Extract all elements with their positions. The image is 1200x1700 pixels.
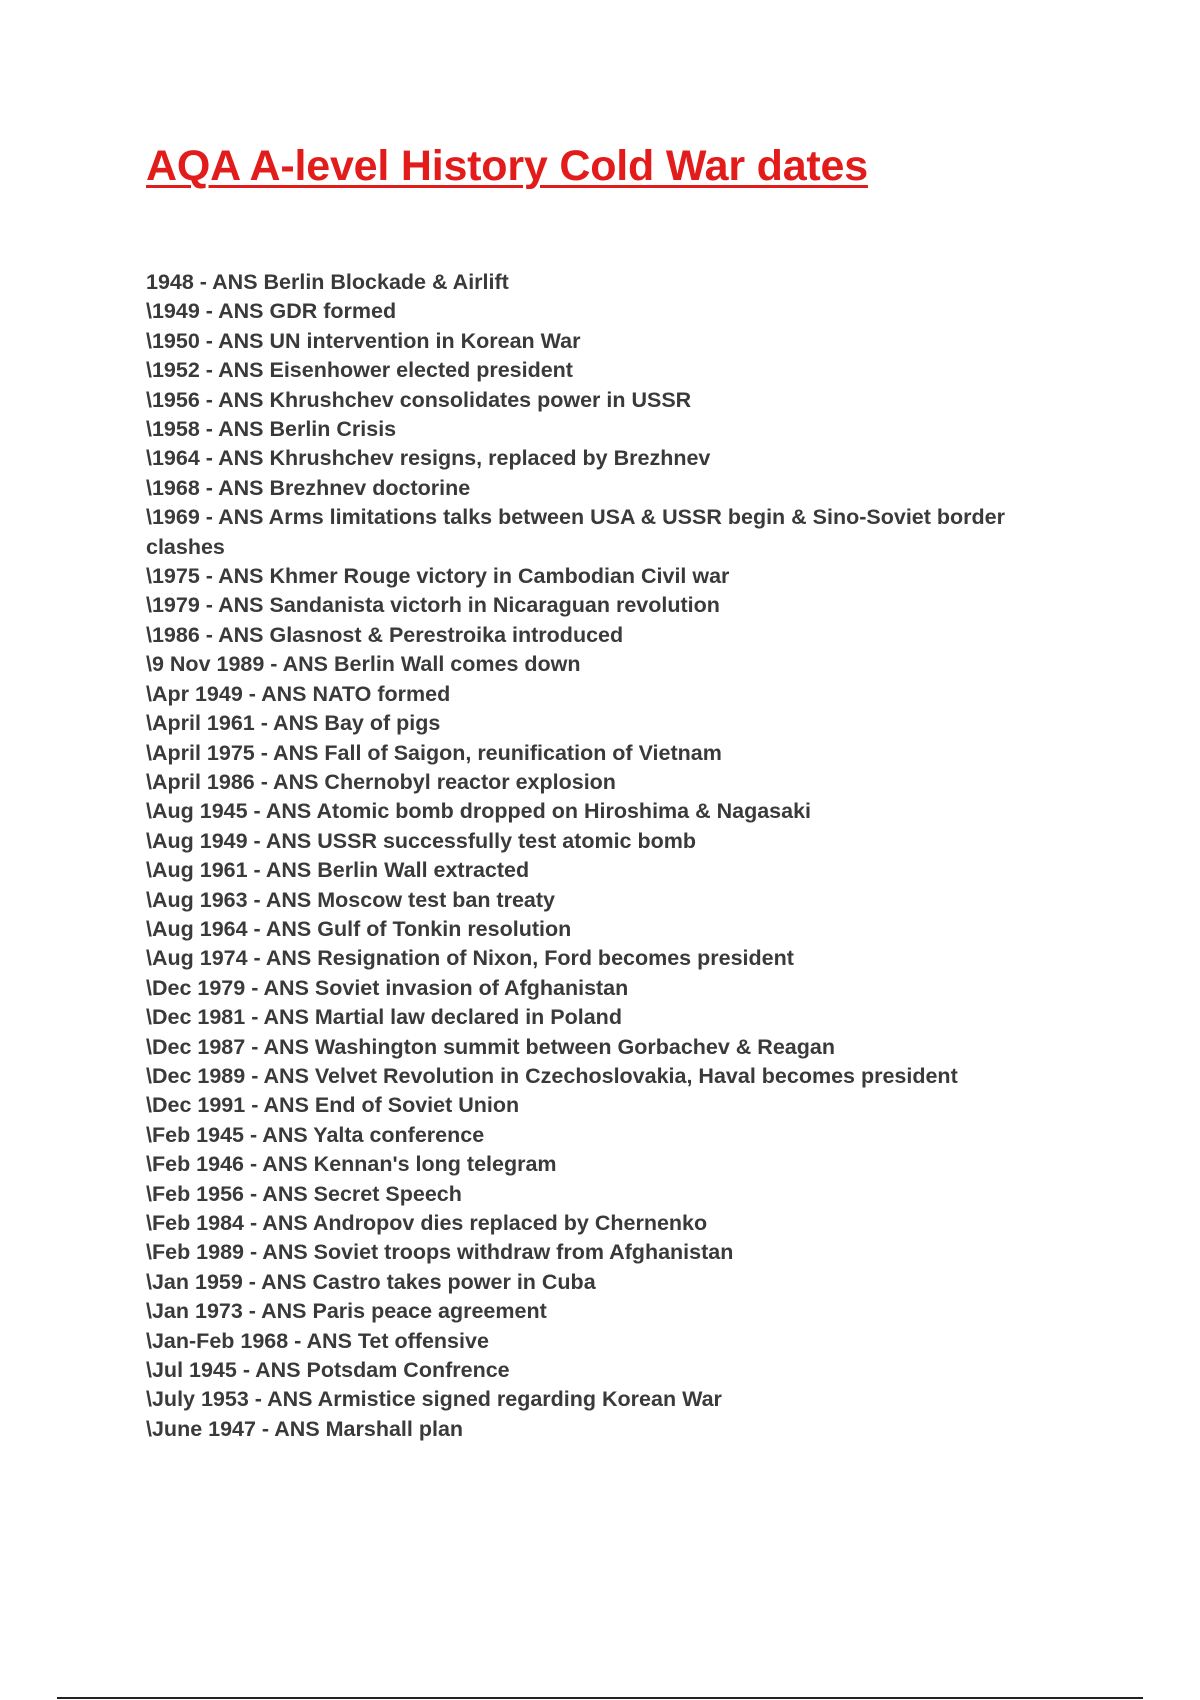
- date-entry: \1958 - ANS Berlin Crisis: [146, 417, 397, 442]
- date-entry: \Dec 1987 - ANS Washington summit between Gorbachev & Reagan: [146, 1034, 835, 1059]
- date-entry: \Aug 1945 - ANS Atomic bomb dropped on Hiroshima & Nagasaki: [146, 799, 812, 824]
- date-entry: \Dec 1981 - ANS Martial law declared in Poland: [146, 1005, 622, 1030]
- date-entry: \Jan 1973 - ANS Paris peace agreement: [146, 1299, 547, 1324]
- date-entry: \Dec 1991 - ANS End of Soviet Union: [146, 1093, 520, 1118]
- date-entry: \Aug 1974 - ANS Resignation of Nixon, Ford becomes president: [146, 946, 794, 971]
- date-entry: \Aug 1964 - ANS Gulf of Tonkin resolution: [146, 916, 572, 941]
- date-entry: \Jan-Feb 1968 - ANS Tet offensive: [146, 1328, 489, 1353]
- date-entry: \Feb 1945 - ANS Yalta conference: [146, 1122, 485, 1147]
- date-entry: \July 1953 - ANS Armistice signed regarding Korean War: [146, 1387, 722, 1412]
- date-list: [146, 268, 1046, 1444]
- date-entry: \1986 - ANS Glasnost & Perestroika introduced: [146, 622, 624, 647]
- date-entry: \1975 - ANS Khmer Rouge victory in Cambodian Civil war: [146, 564, 730, 589]
- date-entry: \April 1975 - ANS Fall of Saigon, reunification of Vietnam: [146, 740, 722, 765]
- date-entry: \1949 - ANS GDR formed: [146, 299, 397, 324]
- date-entry: \1952 - ANS Eisenhower elected president: [146, 358, 573, 383]
- date-entry: \1979 - ANS Sandanista victorh in Nicaraguan revolution: [146, 593, 720, 618]
- date-entry: \Jul 1945 - ANS Potsdam Confrence: [146, 1358, 510, 1383]
- date-entry: \Aug 1963 - ANS Moscow test ban treaty: [146, 887, 555, 912]
- date-entry: \1964 - ANS Khrushchev resigns, replaced by Brezhnev: [146, 446, 711, 471]
- date-entry: \Dec 1989 - ANS Velvet Revolution in Czechoslovakia, Haval becomes president: [146, 1063, 958, 1088]
- date-entry: \Feb 1956 - ANS Secret Speech: [146, 1181, 462, 1206]
- date-entry: \April 1961 - ANS Bay of pigs: [146, 711, 441, 736]
- date-entry: \Jan 1959 - ANS Castro takes power in Cuba: [146, 1269, 596, 1294]
- date-entry: \April 1986 - ANS Chernobyl reactor explosion: [146, 769, 616, 794]
- date-entry: \Feb 1989 - ANS Soviet troops withdraw from Afghanistan: [146, 1240, 734, 1265]
- date-entry: \Feb 1984 - ANS Andropov dies replaced by Chernenko: [146, 1211, 708, 1235]
- date-entry: \Aug 1961 - ANS Berlin Wall extracted: [146, 858, 530, 883]
- date-entry: \Feb 1946 - ANS Kennan's long telegram: [146, 1152, 557, 1177]
- date-entry: \June 1947 - ANS Marshall plan: [146, 1416, 464, 1441]
- document-title: AQA A-level History Cold War dates: [146, 142, 868, 190]
- date-entry: \Aug 1949 - ANS USSR successfully test atomic bomb: [146, 828, 696, 853]
- date-entry: \Apr 1949 - ANS NATO formed: [146, 681, 451, 706]
- date-entry: 1948 - ANS Berlin Blockade & Airlift: [146, 270, 509, 294]
- date-entry: \1950 - ANS UN intervention in Korean War: [146, 328, 581, 353]
- date-entry: \9 Nov 1989 - ANS Berlin Wall comes down: [146, 652, 581, 677]
- date-entry: \1956 - ANS Khrushchev consolidates power in USSR: [146, 387, 692, 412]
- date-entry: \Dec 1979 - ANS Soviet invasion of Afghanistan: [146, 975, 629, 1000]
- date-entry: \1968 - ANS Brezhnev doctorine: [146, 475, 471, 500]
- date-entry: \1969 - ANS Arms limitations talks between USA & USSR begin & Sino-Soviet border clashes: [146, 505, 1005, 559]
- page-bottom-divider: [57, 1697, 1143, 1699]
